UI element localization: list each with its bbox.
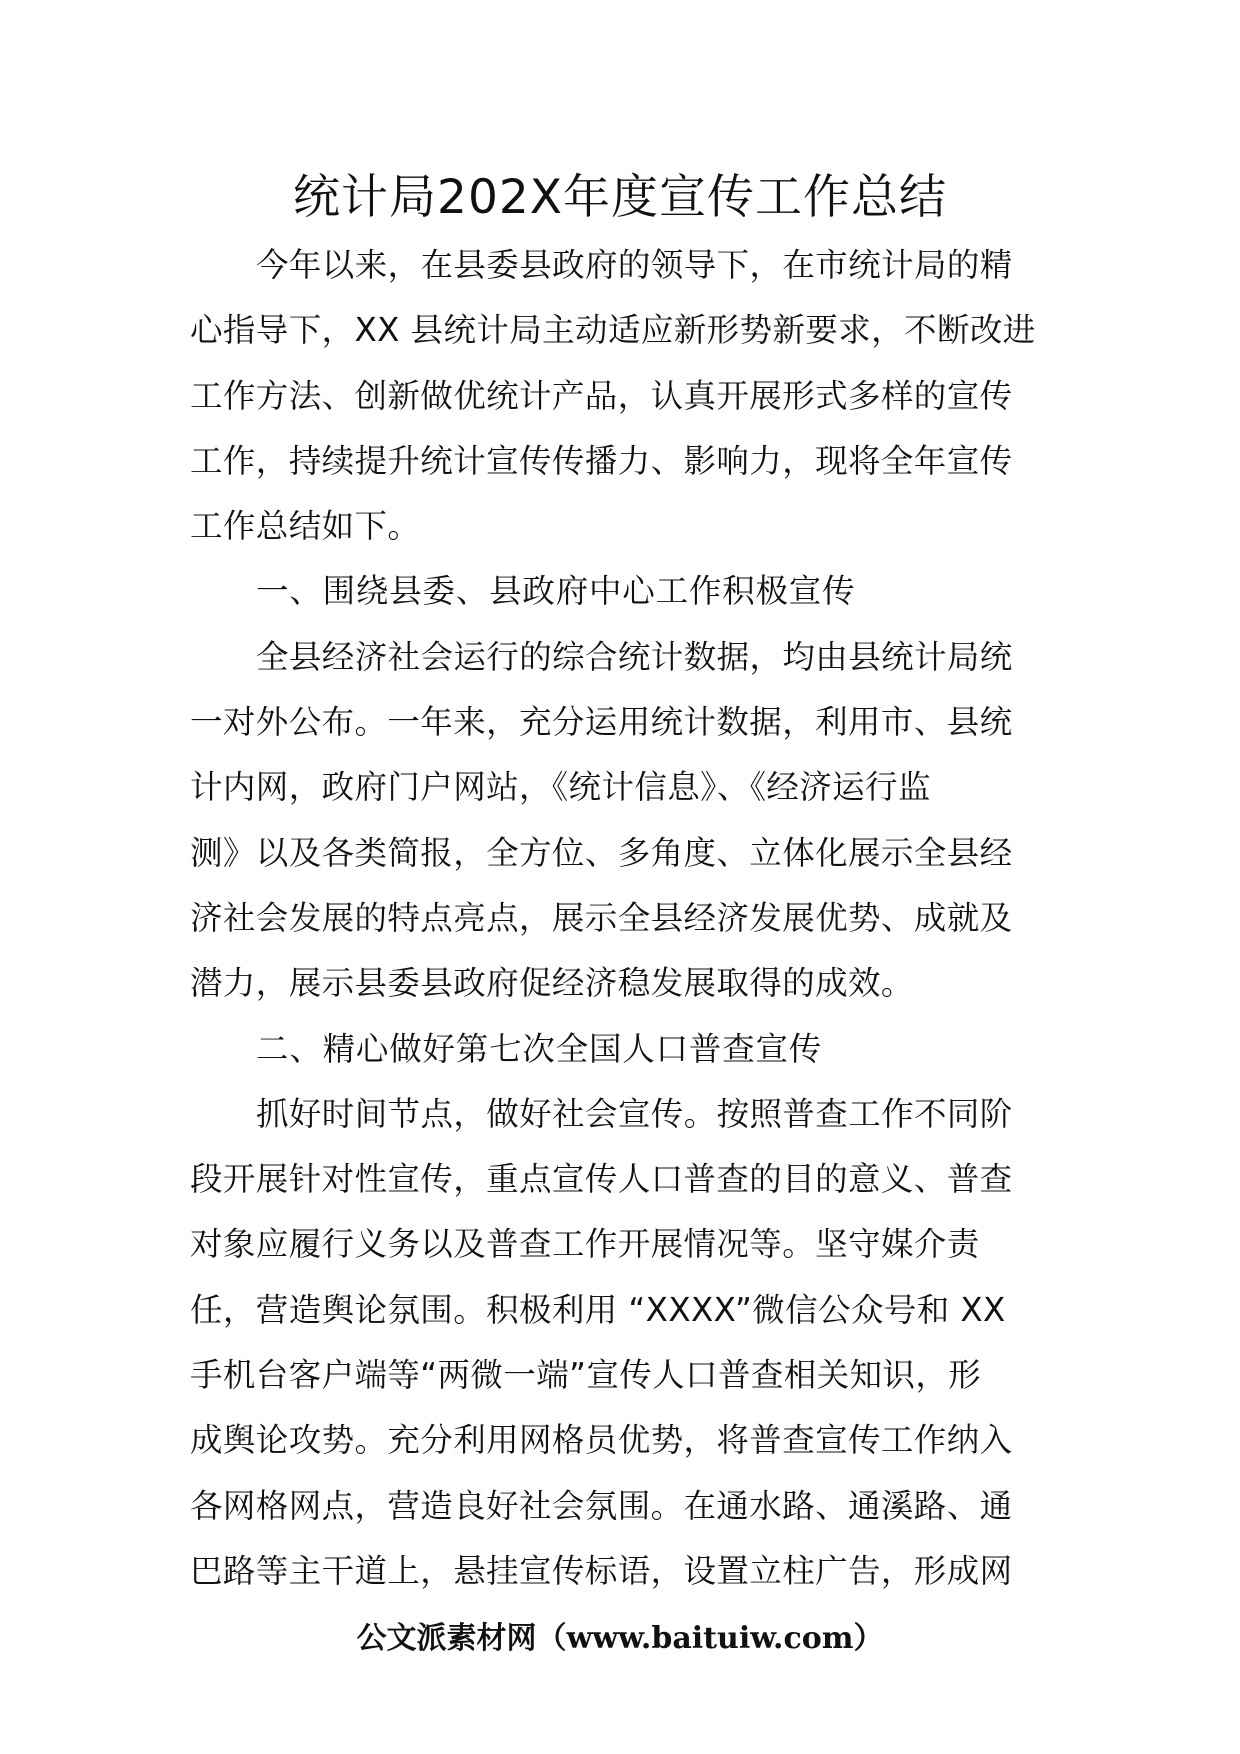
paragraph-line: 全县经济社会运行的综合统计数据，均由县统计局统 xyxy=(256,637,1013,676)
document-title: 统计局202X年度宣传工作总结 xyxy=(293,170,947,225)
paragraph-line: 今年以来，在县委县政府的领导下，在市统计局的精 xyxy=(256,246,1013,284)
paragraph-line: 对象应履行义务以及普查工作开展情况等。坚守媒介责 xyxy=(190,1225,980,1264)
paragraph-line: 各网格网点，营造良好社会氛围。在通水路、通溪路、通 xyxy=(190,1486,1013,1525)
paragraph-line: 工作总结如下。 xyxy=(190,507,421,546)
paragraph-line: 任，营造舆论氛围。积极利用 “XXXX”微信公众号和 XX xyxy=(190,1290,1006,1329)
paragraph-line: 潜力，展示县委县政府促经济稳发展取得的成效。 xyxy=(190,964,914,1003)
paragraph-line: 一对外公布。一年来，充分运用统计数据，利用市、县统 xyxy=(190,703,1013,742)
paragraph-line: 成舆论攻势。充分利用网格员优势，将普查宣传工作纳入 xyxy=(190,1421,1013,1460)
paragraph-line: 计内网，政府门户网站，《统计信息》、《经济运行监 xyxy=(190,768,931,807)
paragraph-line: 抓好时间节点，做好社会宣传。按照普查工作不同阶 xyxy=(256,1094,1013,1133)
paragraph-line: 段开展针对性宣传，重点宣传人口普查的目的意义、普查 xyxy=(190,1160,1013,1199)
section-heading: 一、围绕县委、县政府中心工作积极宣传 xyxy=(256,572,856,611)
paragraph-line: 测》以及各类简报，全方位、多角度、立体化展示全县经 xyxy=(190,833,1013,872)
paragraph-line: 工作，持续提升统计宣传传播力、影响力，现将全年宣传 xyxy=(190,441,1013,480)
paragraph-line: 济社会发展的特点亮点，展示全县经济发展优势、成就及 xyxy=(190,898,1013,937)
footer-source-text: 公文派素材网（www.baituiw.com） xyxy=(356,1621,884,1656)
paragraph-line: 工作方法、创新做优统计产品，认真开展形式多样的宣传 xyxy=(190,376,1013,415)
paragraph-line: 手机台客户端等“两微一端”宣传人口普查相关知识，形 xyxy=(190,1356,982,1395)
paragraph-line: 巴路等主干道上，悬挂宣传标语，设置立柱广告，形成网 xyxy=(190,1551,1013,1590)
paragraph-line: 心指导下，XX 县统计局主动适应新形势新要求，不断改进 xyxy=(190,311,1036,350)
document-body xyxy=(190,233,1050,1604)
section-heading: 二、精心做好第七次全国人口普查宣传 xyxy=(256,1029,823,1068)
